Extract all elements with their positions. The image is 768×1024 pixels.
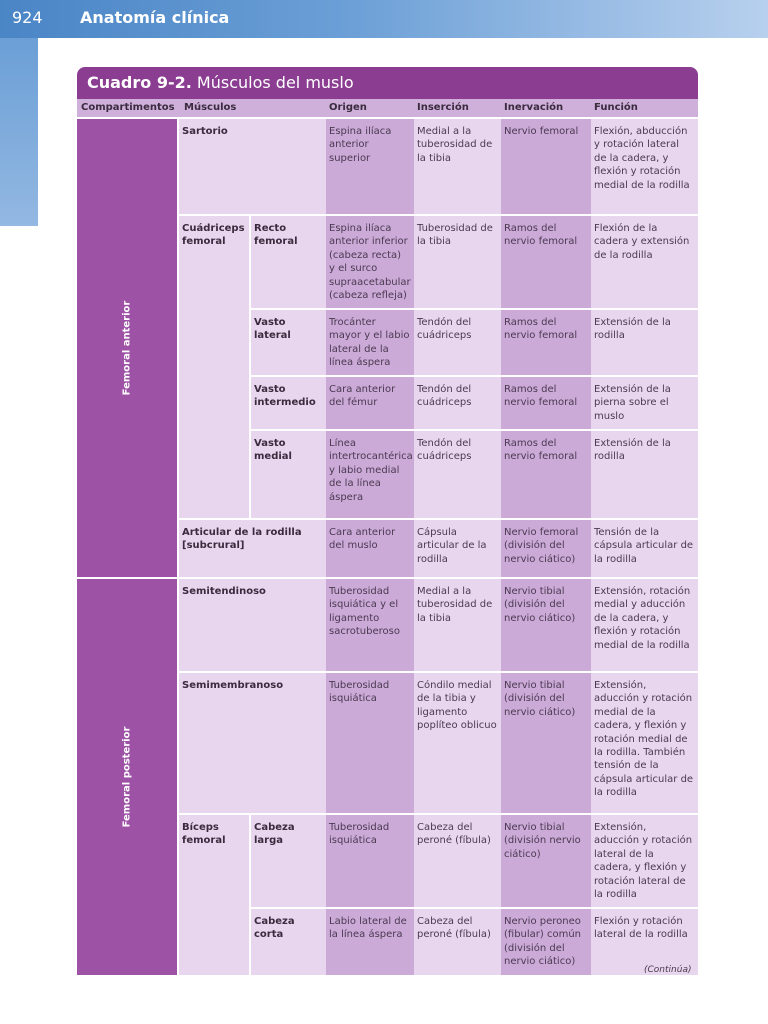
muscle-name: Articular de la rodilla [subcrural] xyxy=(179,520,326,577)
insertion-cell: Tendón del cuádriceps xyxy=(414,377,501,429)
innervation-cell: Ramos del nervio femoral xyxy=(501,310,591,375)
insertion-cell: Tendón del cuádriceps xyxy=(414,431,501,518)
group-cuadriceps: Cuádriceps femoral xyxy=(179,216,249,520)
insertion-cell: Cabeza del peroné (fíbula) xyxy=(414,909,501,975)
insertion-cell: Medial a la tuberosidad de la tibia xyxy=(414,119,501,214)
running-head: Anatomía clínica xyxy=(80,8,230,27)
muscle-name: Cabeza larga xyxy=(251,815,326,907)
page-number: 924 xyxy=(12,8,43,27)
origin-cell: Cara anterior del fémur xyxy=(326,377,414,429)
column-divider xyxy=(249,815,251,977)
table-caption: Músculos del muslo xyxy=(191,73,354,92)
table-row xyxy=(251,815,698,909)
table-title xyxy=(77,67,698,99)
innervation-cell: Nervio tibial (división nervio ciático) xyxy=(501,815,591,907)
muscle-name: Cabeza corta xyxy=(251,909,326,975)
origin-cell: Trocánter mayor y el labio lateral de la línea áspera xyxy=(326,310,414,375)
function-cell: Extensión de la rodilla xyxy=(591,310,698,375)
muscle-name: Vasto medial xyxy=(251,431,326,518)
origin-cell: Cara anterior del muslo xyxy=(326,520,414,577)
muscle-name: Vasto lateral xyxy=(251,310,326,375)
origin-cell: Línea intertrocantérica y labio medial de la línea áspera xyxy=(326,431,414,518)
function-cell: Extensión de la pierna sobre el muslo xyxy=(591,377,698,429)
table-row xyxy=(251,216,698,310)
table-row xyxy=(251,909,698,977)
origin-cell: Tuberosidad isquiática xyxy=(326,673,414,813)
table-row xyxy=(251,310,698,377)
table-row xyxy=(251,431,698,520)
table-row xyxy=(179,520,698,579)
muscle-name: Semitendinoso xyxy=(179,579,326,671)
origin-cell: Tuberosidad isquiática xyxy=(326,815,414,907)
muscle-name: Sartorio xyxy=(179,119,326,214)
innervation-cell: Nervio femoral xyxy=(501,119,591,214)
innervation-cell: Ramos del nervio femoral xyxy=(501,377,591,429)
table-row xyxy=(179,579,698,673)
insertion-cell: Cóndilo medial de la tibia y ligamento poplíteo oblicuo xyxy=(414,673,501,813)
function-cell: Extensión, aducción y rotación lateral de la cadera, y flexión y rotación lateral de la rodilla xyxy=(591,815,698,907)
column-divider xyxy=(249,216,251,520)
table-row xyxy=(179,119,698,216)
innervation-cell: Ramos del nervio femoral xyxy=(501,216,591,308)
insertion-cell: Cabeza del peroné (fíbula) xyxy=(414,815,501,907)
function-cell: Tensión de la cápsula articular de la rodilla xyxy=(591,520,698,577)
innervation-cell: Nervio peroneo (fibular) común (división del nervio ciático) xyxy=(501,909,591,975)
compartment-label: Femoral anterior xyxy=(121,300,133,396)
table-header-row xyxy=(77,99,698,119)
table-row xyxy=(179,673,698,815)
col-header-insertion: Inserción xyxy=(417,102,469,113)
table-row xyxy=(251,377,698,431)
col-header-innervation: Inervación xyxy=(504,102,564,113)
innervation-cell: Ramos del nervio femoral xyxy=(501,431,591,518)
table-number: Cuadro 9-2. xyxy=(87,73,192,92)
innervation-cell: Nervio femoral (división del nervio ciático) xyxy=(501,520,591,577)
compartment-label: Femoral posterior xyxy=(121,726,133,828)
insertion-cell: Cápsula articular de la rodilla xyxy=(414,520,501,577)
function-cell: Extensión, rotación medial y aducción de la cadera, y flexión y rotación medial de la rodilla xyxy=(591,579,698,671)
origin-cell: Espina ilíaca anterior superior xyxy=(326,119,414,214)
origin-cell: Espina ilíaca anterior inferior (cabeza recta) y el surco supraacetabular (cabeza refleja) xyxy=(326,216,414,308)
innervation-cell: Nervio tibial (división del nervio ciático) xyxy=(501,673,591,813)
origin-cell: Labio lateral de la línea áspera xyxy=(326,909,414,975)
muscle-name: Recto femoral xyxy=(251,216,326,308)
col-header-compartments: Compartimentos xyxy=(81,102,175,113)
continued-note: (Continúa) xyxy=(644,965,692,975)
muscle-name: Semimembranoso xyxy=(179,673,326,813)
insertion-cell: Medial a la tuberosidad de la tibia xyxy=(414,579,501,671)
col-header-muscles: Músculos xyxy=(184,102,237,113)
col-header-function: Función xyxy=(594,102,638,113)
insertion-cell: Tuberosidad de la tibia xyxy=(414,216,501,308)
function-cell: Extensión, aducción y rotación medial de la cadera, y flexión y rotación medial de la rodilla. También tensión de la cápsula articular de la rodilla xyxy=(591,673,698,813)
function-cell: Flexión, abducción y rotación lateral de la cadera, y flexión y rotación medial de la rodilla xyxy=(591,119,698,214)
insertion-cell: Tendón del cuádriceps xyxy=(414,310,501,375)
col-header-origin: Origen xyxy=(329,102,367,113)
compartment-posterior xyxy=(77,579,177,977)
side-tab xyxy=(0,38,38,226)
compartment-anterior xyxy=(77,119,177,579)
function-cell: Flexión de la cadera y extensión de la rodilla xyxy=(591,216,698,308)
group-biceps: Bíceps femoral xyxy=(179,815,249,977)
column-divider xyxy=(177,119,179,977)
function-cell: Flexión y rotación lateral de la rodilla xyxy=(591,909,698,975)
innervation-cell: Nervio tibial (división del nervio ciático) xyxy=(501,579,591,671)
function-cell: Extensión de la rodilla xyxy=(591,431,698,518)
muscle-name: Vasto intermedio xyxy=(251,377,326,429)
origin-cell: Tuberosidad isquiática y el ligamento sacrotuberoso xyxy=(326,579,414,671)
